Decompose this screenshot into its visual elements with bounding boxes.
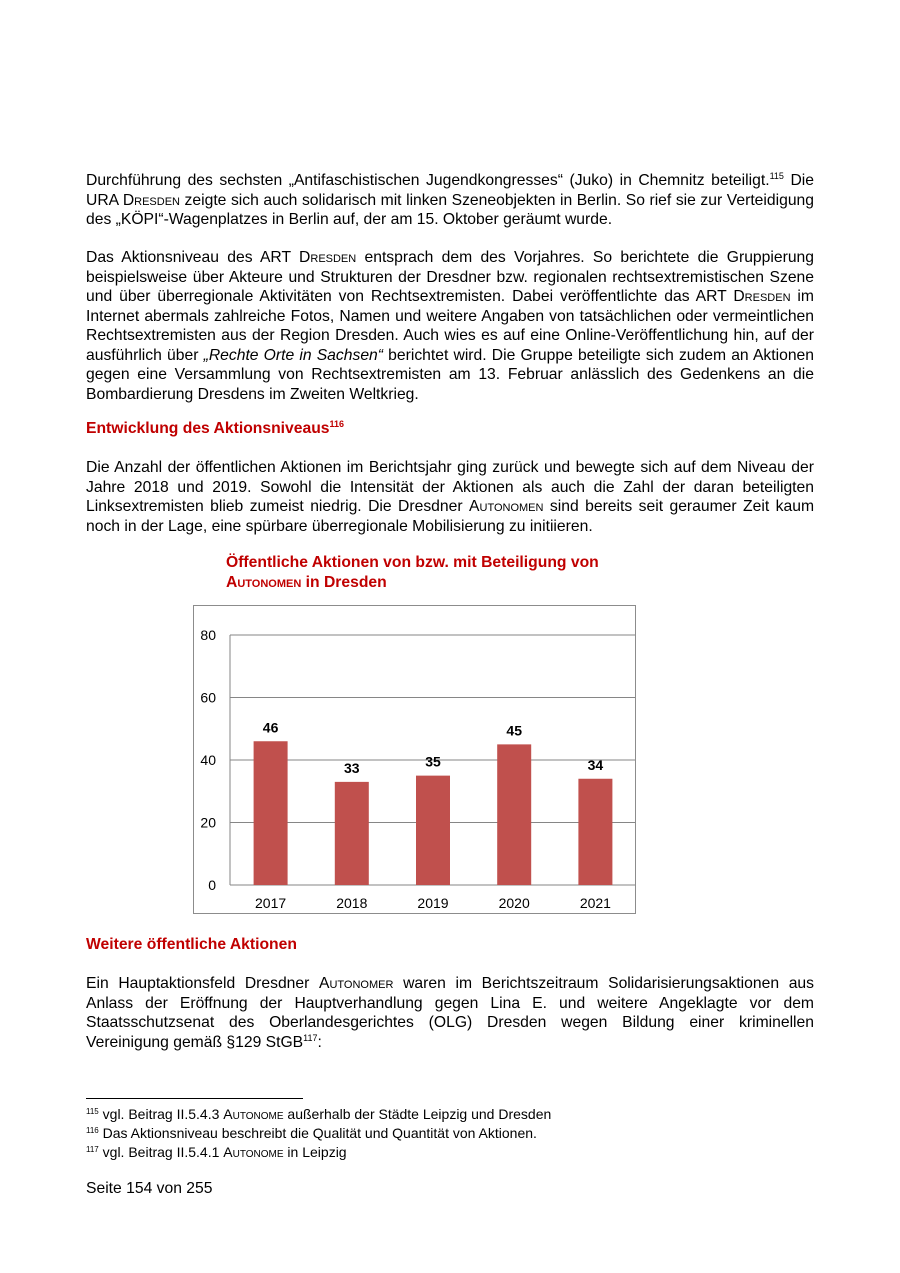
page-number: Seite 154 von 255 <box>86 1180 213 1197</box>
footnote-separator <box>86 1098 303 1099</box>
x-tick-label-2021: 2021 <box>579 895 611 911</box>
x-tick-label-2019: 2019 <box>417 895 449 911</box>
x-tick-label-2018: 2018 <box>336 895 368 911</box>
x-tick-label-2017: 2017 <box>255 895 287 911</box>
bar-2018 <box>335 782 369 885</box>
bar-chart <box>193 605 636 914</box>
bar-2019 <box>416 776 450 885</box>
paragraph-ura-dresden: Durchführung des sechsten „Antifaschistischen Jugendkongresses“ (Juko) in Chemnitz beteiligt.$^{115}$ Die URA Dresden zeigte sich auch solidarisch mit linken Szeneobjekten in Berlin. So rief sie zur Verteidigung des „KÖPI“-Wagenplatzes in Berlin auf, der am 15. Oktober geräumt wurde. <box>86 171 814 228</box>
bar-chart-canvas <box>194 606 635 913</box>
footnote-ref-116[interactable]: 116 <box>329 419 345 429</box>
chart-title: Öffentliche Aktionen von bzw. mit Beteiligung von Autonomen in Dresden <box>226 554 599 591</box>
y-tick-label: 80 <box>200 627 216 643</box>
footnote-ref-117[interactable]: 117 <box>303 1032 318 1043</box>
y-tick-label: 60 <box>200 689 216 706</box>
y-tick-label: 20 <box>200 814 216 831</box>
y-tick-label: 0 <box>208 877 216 893</box>
bar-2021 <box>578 779 612 885</box>
y-tick-label: 40 <box>200 752 216 768</box>
data-label-2021: 34 <box>587 756 604 773</box>
footnote-ref-115[interactable]: 115 <box>769 171 784 181</box>
bar-2020 <box>497 744 531 885</box>
footnote-116: $^{116}$ Das Aktionsniveau beschreibt die Qualität und Quantität von Aktionen. <box>86 1125 537 1141</box>
section-heading-aktionsniveau: Entwicklung des Aktionsniveaus$^{116}$ <box>86 419 345 437</box>
x-tick-label-2020: 2020 <box>498 895 530 911</box>
footnote-117: $^{117}$ vgl. Beitrag II.5.4.1 Autonome in Leipzig <box>86 1144 347 1160</box>
data-label-2017: 46 <box>262 719 279 736</box>
paragraph-art-dresden: Das Aktionsniveau des ART Dresden entsprach dem des Vorjahres. So berichtete die Gruppierung beispielsweise über Akteure und Strukturen der Dresdner bzw. regionalen rechtsextremistischen Szene und über überregionale Aktivitäten von Rechtsextremisten. Dabei veröffentlichte das ART Dresden im Internet abermals zahlreiche Fotos, Namen und weitere Angaben von tatsächlichen oder vermeintlichen Rechtsextremisten aus der Region Dresden. Auch wies es auf eine Online-Veröffentlichung hin, auf der ausführlich über „Rechte Orte in Sachsen“ berichtet wird. Die Gruppe beteiligte sich zudem an Aktionen gegen eine Versammlung von Rechtsextremisten am 13. Februar anlässlich des Gedenkens an die Bombardierung Dresdens im Zweiten Weltkrieg. <box>86 249 815 403</box>
paragraph-hauptaktionsfeld: Ein Hauptaktionsfeld Dresdner Autonomer waren im Berichtszeitraum Solidarisierungsaktionen aus Anlass der Eröffnung der Hauptverhandlung gegen Lina E. und weitere Angeklagte vor dem Staatsschutzsenat des Oberlandesgerichtes (OLG) Dresden wegen Bildung einer kriminellen Vereinigung gemäß §129 StGB$^{117}$: <box>86 975 814 1051</box>
bar-2017 <box>254 741 288 885</box>
data-label-2019: 35 <box>425 753 441 770</box>
paragraph-anzahl-aktionen: Die Anzahl der öffentlichen Aktionen im Berichtsjahr ging zurück und bewegte sich auf dem Niveau der Jahre 2018 und 2019. Sowohl die Intensität der Aktionen als auch die Zahl der daran beteiligten Linksextremisten blieb zumeist niedrig. Die Dresdner Autonomen sind bereits seit geraumer Zeit kaum noch in der Lage, eine spürbare überregionale Mobilisierung zu initiieren. <box>86 459 815 535</box>
data-label-2020: 45 <box>506 722 522 739</box>
footnote-115: $^{115}$ vgl. Beitrag II.5.4.3 Autonome außerhalb der Städte Leipzig und Dresden <box>86 1106 552 1122</box>
data-label-2018: 33 <box>344 759 360 776</box>
section-heading-weitere-aktionen: Weitere öffentliche Aktionen <box>86 936 297 953</box>
